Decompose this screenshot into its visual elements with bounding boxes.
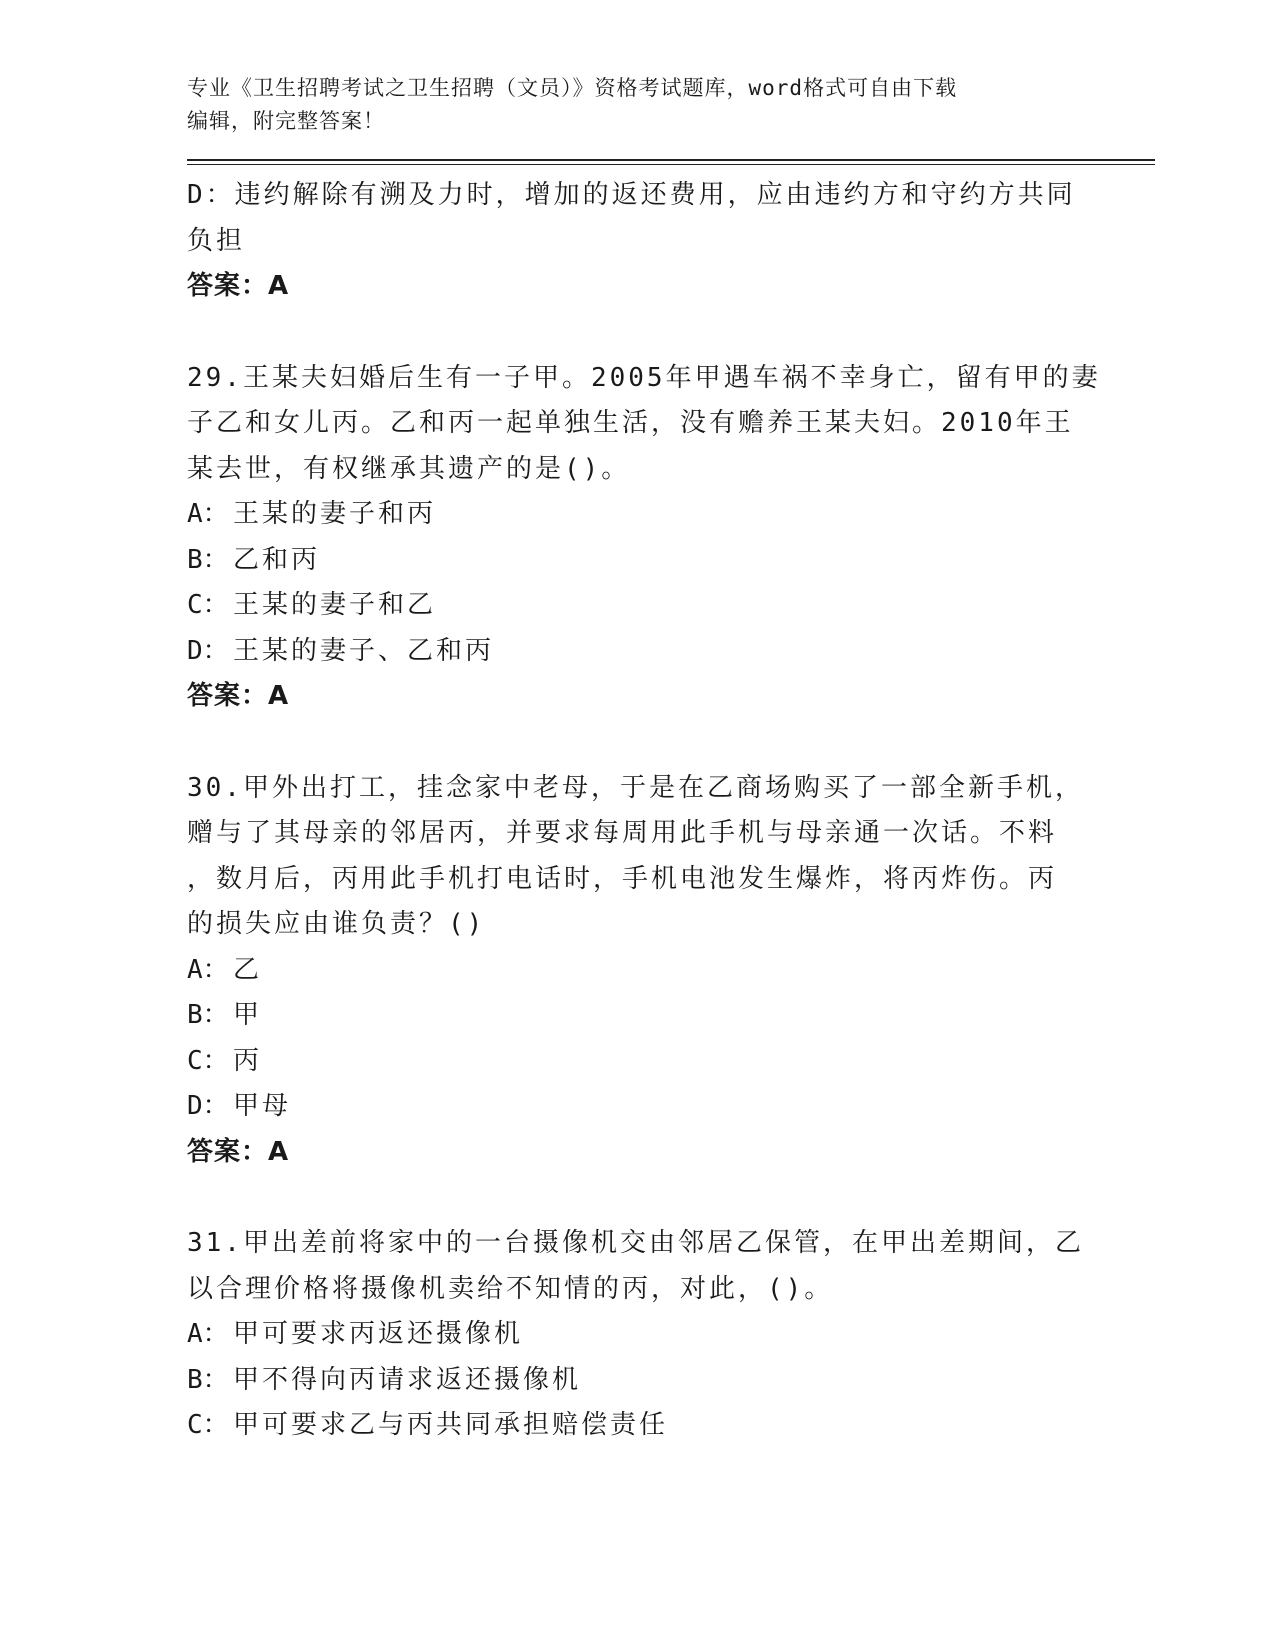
option-d (187, 1084, 1157, 1130)
option-label: D： (187, 1091, 229, 1121)
option-d-line: D：违约解除有溯及力时，增加的返还费用，应由违约方和守约方共同 (187, 180, 1076, 210)
question-31 (187, 1221, 1157, 1449)
question-stem-line: 29.王某夫妇婚后生有一子甲。2005年甲遇车祸不幸身亡，留有甲的妻 (187, 362, 1101, 393)
header-line-1: 专业《卫生招聘考试之卫生招聘（文员）》资格考试题库，word格式可自由下载 (187, 76, 958, 100)
option-d (187, 629, 1157, 675)
option-c (187, 1039, 1157, 1085)
option-text: 王某的妻子、乙和丙 (233, 635, 495, 666)
option-text: 甲母 (233, 1091, 292, 1121)
option-text: 甲可要求丙返还摄像机 (233, 1319, 524, 1349)
document-body (187, 173, 1157, 1449)
question-29 (187, 356, 1157, 720)
option-c (187, 1403, 1157, 1449)
document-header (187, 72, 1067, 138)
option-label: D： (187, 635, 229, 666)
option-text: 丙 (233, 1045, 263, 1076)
option-a (187, 492, 1157, 538)
question-stem-line: ，数月后，丙用此手机打电话时，手机电池发生爆炸，将丙炸伤。丙 (187, 863, 1058, 894)
option-label: B： (187, 1000, 229, 1030)
option-c (187, 583, 1157, 629)
option-label: C： (187, 1410, 229, 1440)
option-text: 王某的妻子和乙 (233, 590, 437, 620)
option-a (187, 1312, 1157, 1358)
option-label: A： (187, 499, 229, 529)
option-a (187, 948, 1157, 994)
header-line-2: 编辑，附完整答案！ (187, 109, 385, 133)
answer-line: 答案：A (187, 681, 290, 711)
option-b (187, 1358, 1157, 1404)
option-text: 乙和丙 (233, 544, 321, 575)
option-text: 甲可要求乙与丙共同承担赔偿责任 (233, 1410, 669, 1440)
question-stem-line: 赠与了其母亲的邻居丙，并要求每周用此手机与母亲通一次话。不料 (187, 818, 1058, 848)
document-page (187, 72, 1157, 1449)
option-b (187, 538, 1157, 584)
question-stem-line: 子乙和女儿丙。乙和丙一起单独生活，没有赡养王某夫妇。2010年王 (187, 408, 1074, 438)
question-stem-line: 30.甲外出打工，挂念家中老母，于是在乙商场购买了一部全新手机， (187, 772, 1084, 803)
option-b (187, 993, 1157, 1039)
question-30 (187, 766, 1157, 1176)
option-label: B： (187, 544, 229, 575)
question-stem-line: 的损失应由谁负责？() (187, 909, 486, 939)
option-label: C： (187, 590, 229, 620)
answer-line: 答案：A (187, 1136, 290, 1167)
header-divider (187, 159, 1155, 165)
option-label: C： (187, 1045, 229, 1076)
question-stem-line: 某去世，有权继承其遗产的是()。 (187, 453, 631, 484)
question-stem-line: 以合理价格将摄像机卖给不知情的丙，对此，()。 (187, 1273, 834, 1304)
option-label: A： (187, 1319, 229, 1349)
option-d-continuation: 负担 (187, 225, 246, 256)
option-text: 甲不得向丙请求返还摄像机 (233, 1364, 582, 1395)
question-stem-line: 31.甲出差前将家中的一台摄像机交由邻居乙保管，在甲出差期间，乙 (187, 1228, 1084, 1258)
option-label: A： (187, 954, 229, 985)
option-text: 乙 (233, 954, 263, 985)
answer-line: 答案：A (187, 271, 290, 301)
option-text: 甲 (233, 1000, 263, 1030)
option-text: 王某的妻子和丙 (233, 499, 437, 529)
option-label: B： (187, 1364, 229, 1395)
